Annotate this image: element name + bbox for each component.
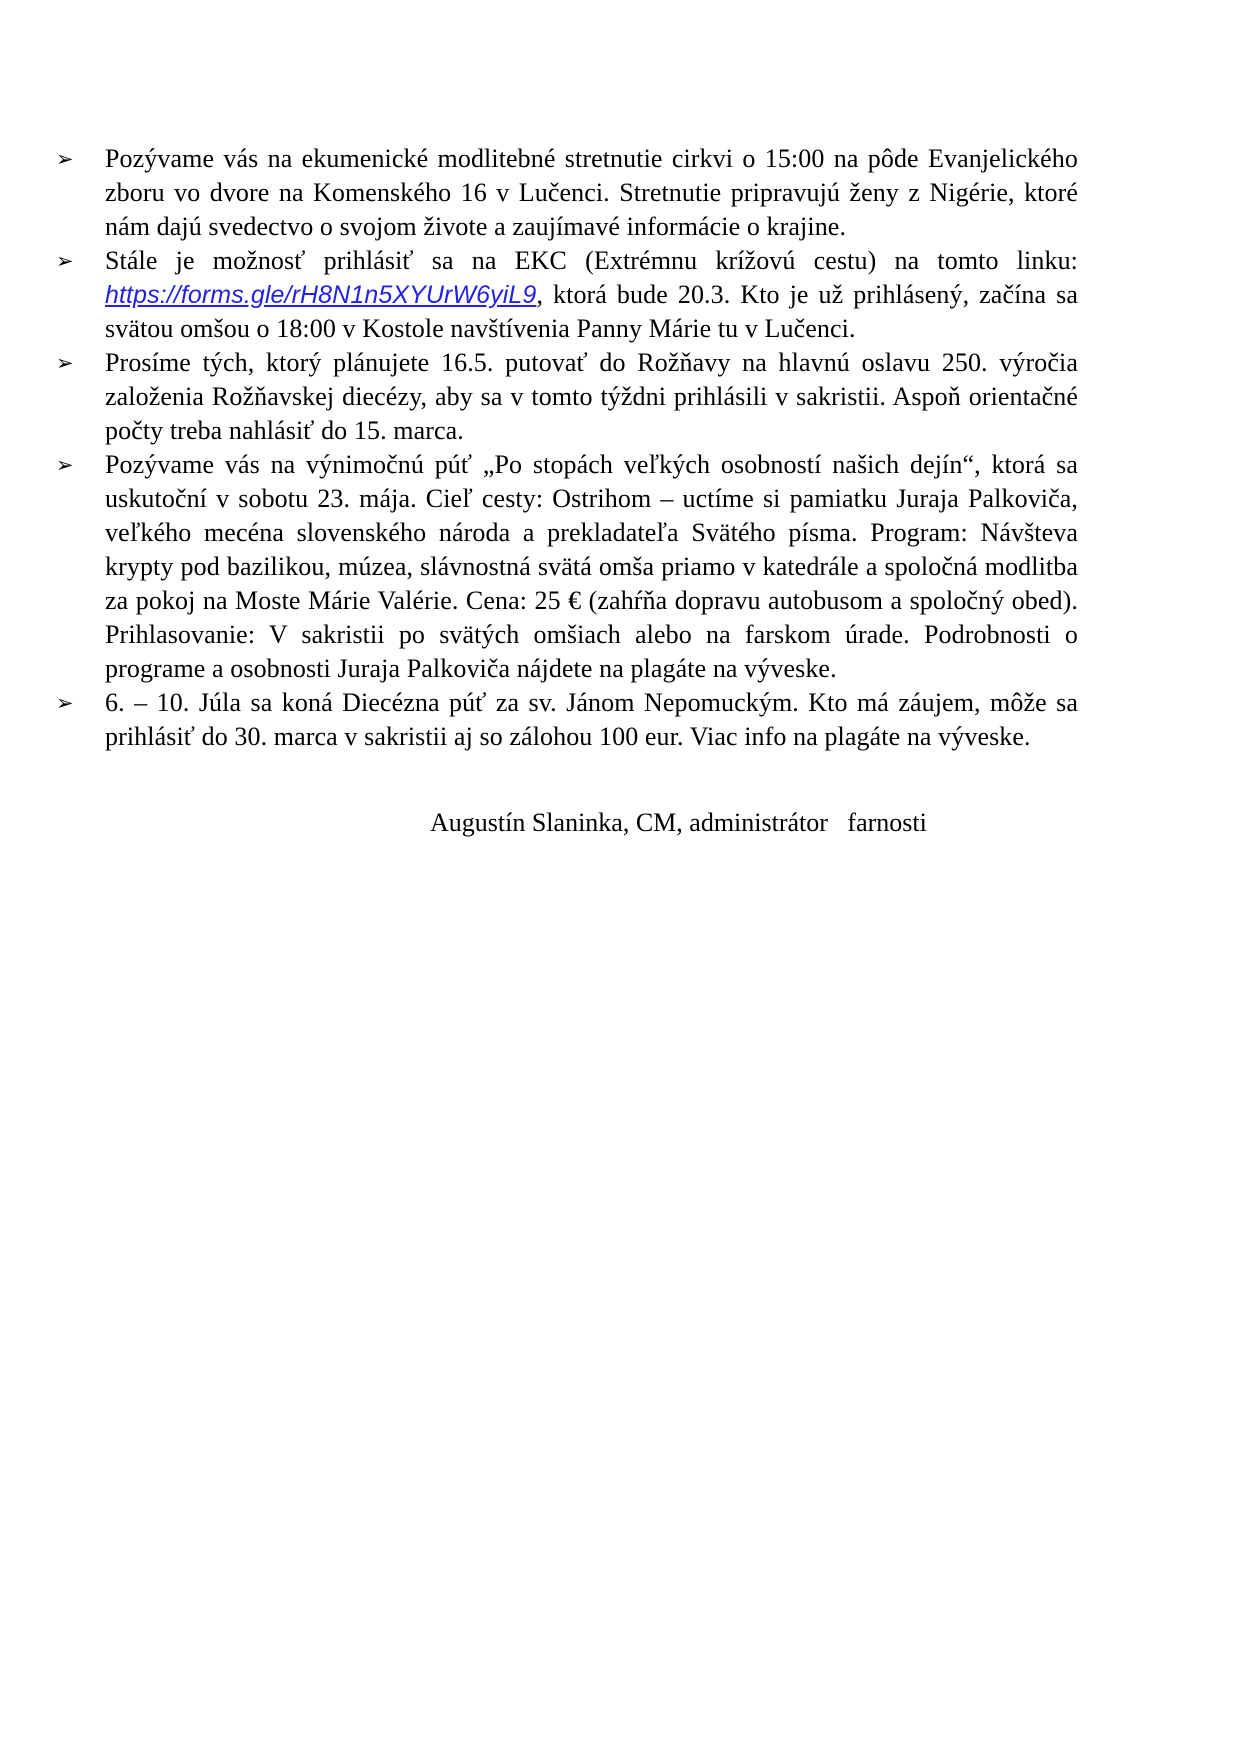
- announcement-ecumenical-meeting: Pozývame vás na ekumenické modlitebné stretnutie cirkvi o 15:00 na pôde Evanjelického zboru vo dvore na Komenského 16 v Lučenci. Stretnutie pripravujú ženy z Nigérie, ktoré nám dajú svedectvo o svojom živote a zaujímavé informácie o krajine.: [105, 144, 1078, 241]
- list-item: [56, 346, 1078, 448]
- announcement-roznava-pilgrimage: Prosíme tých, ktorý plánujete 16.5. putovať do Rožňavy na hlavnú oslavu 250. výročia založenia Rožňavskej diecézy, aby sa v tomto týždni prihlásili v sakristii. Aspoň orientačné počty treba nahlásiť do 15. marca.: [105, 348, 1078, 445]
- announcement-text-after-link: , ktorá bude 20.3. Kto je už prihlásený, začína sa svätou omšou o 18:00 v Kostole navštívenia Panny Márie tu v Lučenci.: [105, 280, 1078, 343]
- announcement-ostrihom-pilgrimage: Pozývame vás na výnimočnú púť „Po stopách veľkých osobností našich dejín“, ktorá sa uskutoční v sobotu 23. mája. Cieľ cesty: Ostrihom – uctíme si pamiatku Juraja Palkoviča, veľkého mecéna slovenského národa a prekladateľa Svätého písma. Program: Návšteva krypty pod bazilikou, múzea, slávnostná svätá omša priamo v katedrále a spoločná modlitba za pokoj na Moste Márie Valérie. Cena: 25 € (zahŕňa dopravu autobusom a spoločný obed). Prihlasovanie: V sakristii po svätých omšiach alebo na farskom úrade. Podrobnosti o programe a osobnosti Juraja Palkoviča nájdete na plagáte na výveske.: [105, 450, 1078, 683]
- list-item: [56, 142, 1078, 244]
- forms-gle-link[interactable]: https://forms.gle/rH8N1n5XYUrW6yiL9: [105, 281, 537, 309]
- announcement-list: [56, 142, 1078, 754]
- list-item: [56, 244, 1078, 346]
- list-item: [56, 448, 1078, 686]
- arrow-bullet-icon: ➢: [56, 691, 74, 715]
- arrow-bullet-icon: ➢: [56, 453, 74, 477]
- signature-line: Augustín Slaninka, CM, administrátor farnosti: [430, 808, 927, 837]
- arrow-bullet-icon: ➢: [56, 351, 74, 375]
- arrow-bullet-icon: ➢: [56, 147, 74, 171]
- list-item: [56, 686, 1078, 754]
- arrow-bullet-icon: ➢: [56, 249, 74, 273]
- announcement-text-before-link: Stále je možnosť prihlásiť sa na EKC (Extrémnu krížovú cestu) na tomto linku:: [105, 246, 1078, 275]
- announcement-ekc-registration: [105, 244, 1078, 346]
- announcement-diocesan-pilgrimage: 6. – 10. Júla sa koná Diecézna púť za sv. Jánom Nepomuckým. Kto má záujem, môže sa prihlásiť do 30. marca v sakristii aj so zálohou 100 eur. Viac info na plagáte na výveske.: [105, 688, 1078, 751]
